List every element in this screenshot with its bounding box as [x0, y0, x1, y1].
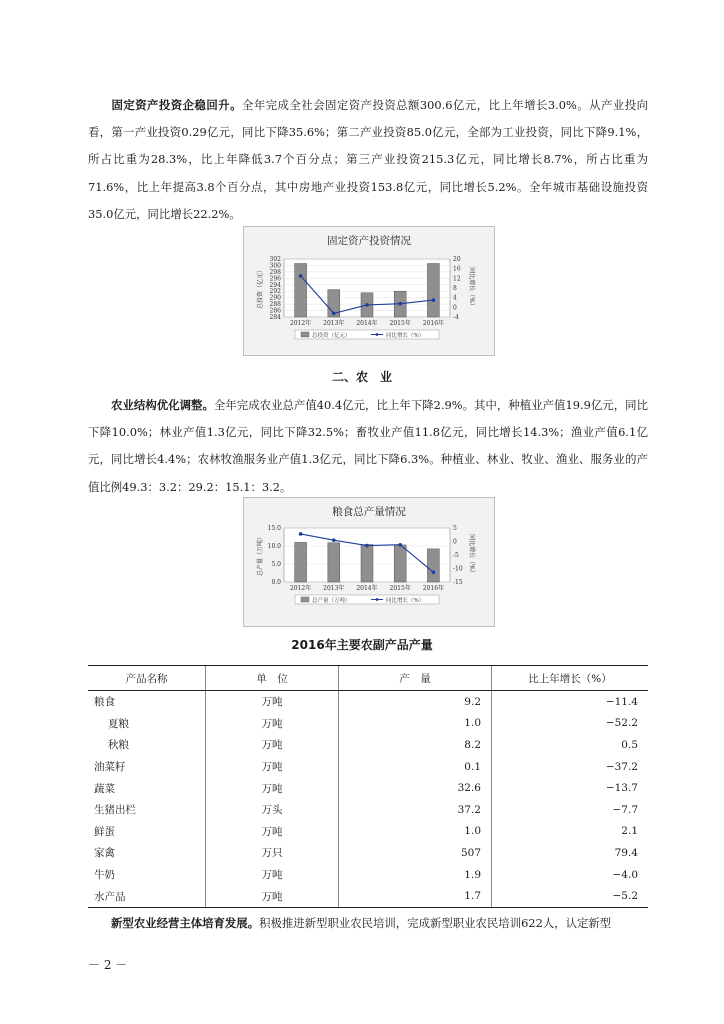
chart-grain-output	[243, 497, 495, 627]
left-tick-label: 15.0	[267, 525, 281, 532]
cell-unit: 万吨	[206, 885, 339, 907]
paragraph-lead: 新型农业经营主体培育发展。	[111, 916, 260, 930]
header-growth: 比上年增长（%）	[492, 666, 649, 691]
cell-product: 秋粮	[108, 739, 129, 752]
table-row	[88, 756, 648, 778]
cell-growth: −52.2	[492, 713, 649, 735]
growth-point	[365, 544, 369, 548]
right-tick-label: -4	[453, 314, 459, 321]
legend-line-marker	[376, 333, 379, 336]
cell-growth: −5.2	[492, 885, 649, 907]
legend-bar-label: 总产量（万吨）	[312, 598, 351, 604]
growth-point	[365, 303, 369, 307]
paragraph-new-operators	[88, 910, 648, 937]
left-tick-label: 302	[269, 256, 281, 263]
left-tick-label: 300	[269, 262, 281, 270]
cell-output: 32.6	[339, 777, 492, 799]
table-row	[88, 777, 648, 799]
x-tick-label: 2013年	[323, 585, 345, 592]
left-tick-label: 290	[269, 294, 281, 302]
cell-growth: −37.2	[492, 756, 649, 778]
table-row	[88, 885, 648, 907]
right-tick-label: 5	[453, 525, 457, 532]
legend-bar-swatch	[301, 332, 309, 337]
cell-growth: −4.0	[492, 864, 649, 886]
header-product: 产品名称	[88, 666, 206, 691]
cell-unit: 万吨	[206, 713, 339, 735]
table-row	[88, 799, 648, 821]
legend-bar-swatch	[301, 597, 309, 602]
cell-product: 油菜籽	[94, 761, 126, 774]
left-tick-label: 288	[269, 301, 281, 309]
x-tick-label: 2016年	[422, 320, 445, 327]
cell-growth: 0.5	[492, 734, 649, 756]
x-tick-label: 2014年	[356, 585, 378, 592]
chart1-svg	[244, 227, 494, 355]
left-tick-label: 296	[269, 275, 281, 283]
left-tick-label: 0.0	[271, 579, 281, 586]
right-tick-label: 8	[453, 285, 457, 292]
right-tick-label: 20	[453, 256, 461, 263]
right-tick-label: -15	[453, 579, 463, 586]
cell-product: 牛奶	[94, 869, 115, 882]
growth-point	[398, 302, 402, 306]
cell-growth: −11.4	[492, 691, 649, 713]
cell-output: 1.7	[339, 885, 492, 907]
cell-product: 蔬菜	[94, 782, 115, 795]
x-tick-label: 2016年	[422, 585, 445, 592]
cell-output: 1.0	[339, 713, 492, 735]
table-header-row	[88, 666, 648, 691]
cell-product: 粮食	[94, 696, 115, 709]
legend-line-label: 同比增长（%）	[386, 598, 425, 604]
table-row	[88, 864, 648, 886]
left-axis-title: 总投资（亿元）	[257, 266, 264, 310]
legend-bar-label: 总投资（亿元）	[312, 333, 351, 339]
bar-total	[295, 542, 307, 582]
paragraph-body: 全年完成农业总产值40.4亿元，比上年下降2.9%。其中，种植业产值19.9亿元，同比下降10.0%；林业产值1.3亿元，同比下降32.5%；畜牧业产值11.8亿元，同比增长14.3%；渔业产值6.1亿元，同比增长4.4%；农林牧渔服务业产值1.3亿元，同比下降6.3%。种植业、林业、牧业、渔业、服务业的产值比例49.3：3.2：29.2：15.1：3.2。	[88, 398, 648, 494]
x-tick-label: 2015年	[389, 585, 411, 592]
cell-unit: 万吨	[206, 756, 339, 778]
x-tick-label: 2015年	[389, 320, 411, 327]
table-title: 2016年主要农副产品产量	[291, 638, 433, 652]
chart-fixed-investment	[243, 226, 495, 356]
right-axis-title: 同比增长（%）	[468, 534, 475, 576]
section-title-agriculture: 二、农 业	[331, 370, 392, 384]
cell-growth: −7.7	[492, 799, 649, 821]
paragraph-lead: 固定资产投资企稳回升。	[111, 98, 242, 112]
cell-product: 家禽	[94, 847, 115, 860]
cell-product: 生猪出栏	[94, 804, 136, 817]
legend-line-label: 同比增长（%）	[386, 333, 425, 339]
cell-unit: 万吨	[206, 821, 339, 843]
cell-product: 鲜蛋	[94, 825, 115, 838]
left-tick-label: 286	[269, 307, 281, 315]
left-tick-label: 294	[269, 281, 281, 289]
left-tick-label: 284	[269, 314, 281, 321]
growth-point	[398, 543, 402, 547]
cell-unit: 万头	[206, 799, 339, 821]
bar-total	[427, 549, 439, 582]
chart-title: 粮食总产量情况	[332, 506, 406, 518]
chart-title: 固定资产投资情况	[327, 235, 411, 247]
left-axis-title: 总产量（万吨）	[257, 533, 264, 577]
bar-total	[361, 545, 373, 582]
cell-output: 1.0	[339, 821, 492, 843]
growth-point	[432, 298, 436, 302]
cell-growth: 2.1	[492, 821, 649, 843]
cell-unit: 万吨	[206, 691, 339, 713]
growth-point	[332, 312, 336, 316]
x-tick-label: 2014年	[356, 320, 378, 327]
legend-line-marker	[376, 598, 379, 601]
right-tick-label: 16	[453, 265, 461, 273]
growth-point	[432, 570, 436, 574]
cell-product: 水产品	[88, 885, 206, 907]
cell-output: 507	[339, 842, 492, 864]
table-row	[88, 713, 648, 735]
products-table	[88, 665, 648, 908]
table-row	[88, 734, 648, 756]
bar-total	[328, 543, 340, 582]
cell-product: 夏粮	[108, 717, 129, 730]
left-tick-label: 292	[269, 288, 281, 296]
x-tick-label: 2013年	[323, 320, 345, 327]
table-row	[88, 821, 648, 843]
right-tick-label: -10	[453, 565, 463, 573]
x-tick-label: 2012年	[289, 585, 312, 592]
cell-output: 1.9	[339, 864, 492, 886]
right-tick-label: -5	[453, 552, 459, 559]
right-tick-label: 12	[453, 275, 461, 283]
table-body	[88, 691, 648, 908]
right-tick-label: 0	[453, 304, 457, 312]
paragraph-lead: 农业结构优化调整。	[111, 398, 214, 412]
left-tick-label: 10.0	[267, 543, 281, 550]
cell-unit: 万吨	[206, 864, 339, 886]
table-row	[88, 691, 648, 713]
paragraph-body: 积极推进新型职业农民培训，完成新型职业农民培训622人，认定新型	[259, 916, 612, 930]
cell-unit: 万只	[206, 842, 339, 864]
right-tick-label: 0	[453, 538, 457, 546]
paragraph-fixed-investment	[88, 92, 648, 228]
left-tick-label: 298	[269, 268, 281, 276]
right-tick-label: 4	[453, 294, 457, 302]
cell-unit: 万吨	[206, 777, 339, 799]
header-output: 产 量	[339, 666, 492, 691]
cell-output: 0.1	[339, 756, 492, 778]
cell-output: 37.2	[339, 799, 492, 821]
left-tick-label: 5.0	[271, 561, 281, 568]
cell-growth: −13.7	[492, 777, 649, 799]
cell-unit: 万吨	[206, 734, 339, 756]
chart2-svg	[244, 498, 494, 626]
table-row	[88, 842, 648, 864]
x-tick-label: 2012年	[289, 320, 312, 327]
growth-point	[332, 538, 336, 542]
cell-output: 8.2	[339, 734, 492, 756]
paragraph-agriculture	[88, 392, 648, 501]
bar-total	[427, 264, 439, 317]
growth-point	[299, 274, 303, 278]
cell-output: 9.2	[339, 691, 492, 713]
growth-point	[299, 532, 303, 536]
page-number: － 2 －	[88, 958, 128, 972]
paragraph-body: 全年完成全社会固定资产投资总额300.6亿元，比上年增长3.0%。从产业投向看，第一产业投资0.29亿元，同比下降35.6%；第二产业投资85.0亿元，全部为工业投资，同比下降9.1%，所占比重为28.3%，比上年降低3.7个百分点；第三产业投资215.3亿元，同比增长8.7%，所占比重为71.6%，比上年提高3.8个百分点，其中房地产业投资153.8亿元，同比增长5.2%。全年城市基础设施投资35.0亿元，同比增长22.2%。	[88, 98, 648, 221]
cell-growth: 79.4	[492, 842, 649, 864]
bar-total	[295, 264, 307, 317]
header-unit: 单 位	[206, 666, 339, 691]
bar-total	[394, 545, 406, 582]
right-axis-title: 同比增长（%）	[468, 267, 475, 309]
